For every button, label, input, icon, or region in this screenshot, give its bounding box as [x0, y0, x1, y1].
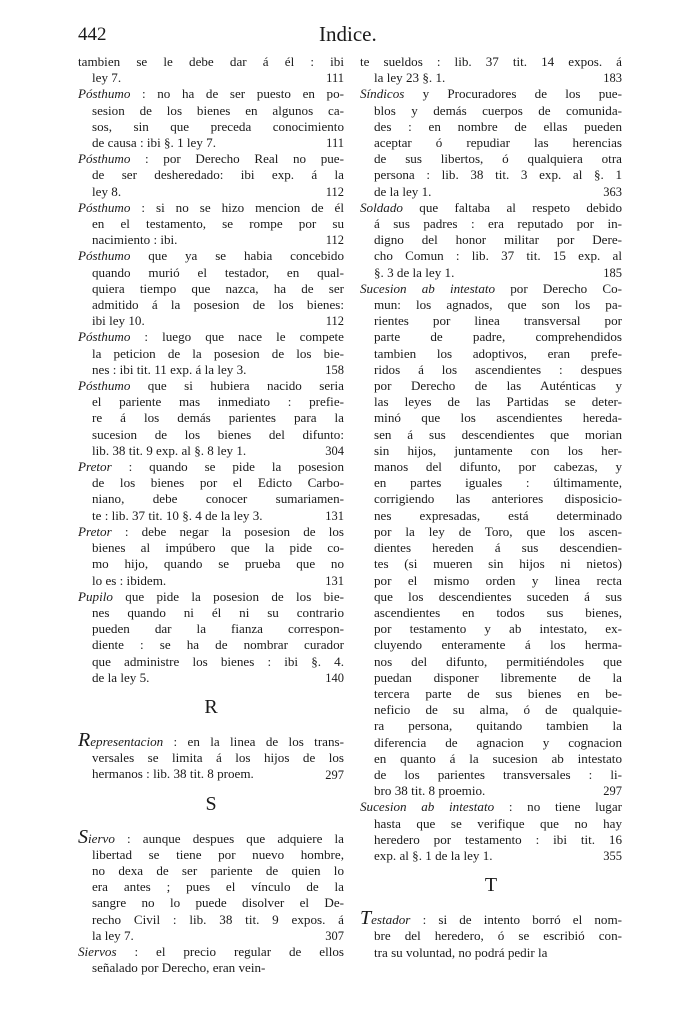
page-reference: 297 [603, 784, 622, 799]
entry-initial: T [360, 910, 372, 929]
entry-line: las leyes de las Partidas se deter- [374, 394, 622, 410]
entry-line [78, 86, 344, 102]
entry-line: neficio de su alma, ó de qualquie- [374, 702, 622, 718]
entry-line: mo hijo, quando se prueba que no [92, 556, 344, 572]
entry-line: la ley 7. [92, 927, 134, 943]
entry-text: que si hubiera nacido seria [147, 378, 344, 394]
entry-line: manos del difunto, por cabezas, y [374, 459, 622, 475]
index-entry [78, 248, 344, 329]
entry-line [78, 589, 344, 605]
entry-headword: epresentacion [90, 733, 164, 749]
section-letter: R [204, 695, 218, 718]
index-entry [78, 589, 344, 686]
section-letter: S [205, 792, 217, 815]
entry-line: niano, debe conocer sumariamen- [92, 491, 344, 507]
index-entry [78, 732, 344, 783]
entry-text: : no tiene lugar [508, 799, 622, 815]
entry-headword: Soldado [360, 199, 403, 215]
entry-line: á sus padres : era reputado por in- [374, 216, 622, 232]
entry-line: digno del honor militar por Dere- [374, 232, 622, 248]
entry-text: y Procuradores de los pue- [422, 86, 622, 102]
entry-line: por la ley de Toro, que los ascen- [374, 523, 622, 539]
entry-text: te sueldos : lib. 37 tit. 14 expos. á [360, 54, 622, 69]
entry-text: : debe negar la posesion de los [124, 523, 344, 539]
entry-line: §. 3 de la ley 1. [374, 264, 455, 280]
entry-line: sucesion de los bienes del difunto: [92, 426, 344, 442]
entry-line [78, 54, 344, 70]
entry-line: cho Comun : lib. 37 tit. 15 exp. al [374, 248, 622, 264]
entry-line: no dexa de ser pariente de quien lo [92, 862, 344, 878]
page-reference: 307 [325, 928, 344, 943]
entry-line: quando murió el testador, en qual- [92, 264, 344, 280]
page-reference: 297 [325, 767, 344, 782]
entry-line: pueden dar la fianza correspon- [92, 621, 344, 637]
index-entry [360, 910, 622, 961]
index-entry [78, 944, 344, 976]
entry-line: bienes al impúbero que la pide co- [92, 540, 344, 556]
entry-line: quiera tiempo que nazca, ha de ser [92, 280, 344, 296]
entry-line: te : lib. 37 tit. 10 §. 4 de la ley 3. [92, 507, 263, 523]
page-reference: 111 [326, 136, 344, 151]
index-entry [78, 459, 344, 524]
entry-headword: Pósthumo [78, 248, 131, 264]
entry-headword: Pósthumo [78, 329, 131, 345]
entry-headword: iervo [88, 830, 115, 846]
entry-line [78, 732, 344, 750]
entry-line: versales se limita á los hijos de los [92, 750, 344, 766]
entry-line: de los bienes por el Edicto Carbo- [92, 475, 344, 491]
entry-line [78, 829, 344, 847]
entry-line: des : en nombre de ellas pueden [374, 118, 622, 134]
index-entry [78, 54, 344, 86]
page-number: 442 [78, 24, 107, 45]
entry-line: en el testamento, se rompe por su [92, 216, 344, 232]
entry-line: por el mismo orden y linea recta [374, 572, 622, 588]
entry-headword: Pretor [78, 523, 112, 539]
entry-line: señalado por Derecho, eran vein- [92, 960, 266, 976]
index-entry [78, 200, 344, 249]
entry-line: la peticion de la posesion de los bie- [92, 345, 344, 361]
page-reference: 112 [325, 184, 344, 199]
entry-line: libertad se tiene por nuevo hombre, [92, 846, 344, 862]
entry-line: dientes hereden á sus descendien- [374, 540, 622, 556]
entry-line: sen á sus descendientes que morian [374, 426, 622, 442]
entry-line: cluyendo enteramente á los herma- [374, 637, 622, 653]
entry-text: que ya se habia concebido [148, 248, 344, 264]
entry-line: de ser desheredado: ibi exp. á la [92, 167, 344, 183]
page-reference: 304 [325, 444, 344, 459]
entry-line [78, 378, 344, 394]
entry-line [78, 459, 344, 475]
index-entry [360, 54, 622, 86]
entry-line [360, 86, 622, 102]
entry-line: mun: los agnados, que son los pa- [374, 297, 622, 313]
index-entry [78, 829, 344, 944]
entry-headword: Sucesion ab intestato [360, 280, 496, 296]
index-entry [360, 281, 622, 800]
entry-text: por Derecho Co- [510, 280, 622, 296]
page-reference: 185 [603, 265, 622, 280]
entry-line: rientes por linea transversal por [374, 313, 622, 329]
entry-headword: estador [371, 912, 411, 928]
index-column-right [360, 54, 622, 961]
entry-headword: Sucesion ab intestato [360, 799, 495, 815]
entry-line: hermanos : lib. 38 tit. 8 proem. [92, 766, 254, 782]
section-letter: T [484, 874, 498, 897]
entry-headword: Pósthumo [78, 199, 131, 215]
entry-initial: S [78, 828, 88, 847]
page-reference: 158 [325, 363, 344, 378]
entry-line: sangre no lo puede disolver el De- [92, 895, 344, 911]
entry-line: sesion de los bienes en algunos ca- [92, 102, 344, 118]
index-entry [78, 378, 344, 459]
entry-headword: Pupilo [78, 588, 113, 604]
index-entry [360, 799, 622, 864]
entry-text: que pide la posesion de los bie- [125, 588, 344, 604]
entry-line: nes : ibi tit. 11 exp. á la ley 3. [92, 361, 247, 377]
page-reference: 355 [603, 849, 622, 864]
entry-line [78, 524, 344, 540]
entry-line: sin hijos, juntamente con los her- [374, 442, 622, 458]
entry-line [360, 799, 622, 815]
entry-text: : el precio regular de ellos [134, 943, 344, 959]
page-reference: 112 [325, 233, 344, 248]
entry-line [78, 248, 344, 264]
entry-line: blos y demás cuerpos de comunida- [374, 102, 622, 118]
entry-line [78, 200, 344, 216]
page-reference: 131 [325, 573, 344, 588]
entry-headword: Síndicos [360, 86, 405, 102]
entry-line: de sus libertos, ó qualquiera otra [374, 151, 622, 167]
entry-line: ridos á los ascendientes : despues [374, 361, 622, 377]
entry-line: heredero por testamento : ibi tit. 16 [374, 831, 622, 847]
entry-line: tes (si mueren sin hijos ni nietos) [374, 556, 622, 572]
entry-headword: Pósthumo [78, 151, 131, 167]
entry-line: hasta que se verifique que no hay [374, 815, 622, 831]
entry-line: que los descendientes suceden á sus [374, 588, 622, 604]
entry-line: que administre los bienes : ibi §. 4. [92, 653, 344, 669]
page-reference: 112 [325, 314, 344, 329]
entry-line [78, 944, 344, 960]
entry-line: lib. 38 tit. 9 exp. al §. 8 ley 1. [92, 442, 247, 458]
entry-line: ascendientes en todos sus bienes, [374, 604, 622, 620]
entry-line [78, 151, 344, 167]
entry-headword: Siervos [78, 943, 117, 959]
entry-text: : por Derecho Real no pue- [145, 151, 344, 167]
entry-line [360, 54, 622, 70]
entry-line: bre del heredero, ó se escribió con- [374, 928, 622, 944]
entry-line: diferencia de agnacion y cognacion [374, 734, 622, 750]
entry-line: sos, sin que preceda conocimiento [92, 118, 344, 134]
index-entry [78, 329, 344, 378]
entry-line [360, 200, 622, 216]
entry-line: ley 7. [92, 70, 122, 86]
entry-line: ibi ley 10. [92, 313, 145, 329]
entry-line: bro 38 tit. 8 proemio. [374, 783, 486, 799]
entry-line [360, 281, 622, 297]
entry-headword: Pósthumo [78, 378, 131, 394]
entry-line: lo es : ibidem. [92, 572, 167, 588]
page-reference: 131 [325, 508, 344, 523]
entry-headword: Pretor [78, 459, 112, 475]
entry-text: que faltaba al respeto debido [419, 199, 622, 215]
entry-line: ra persona, quitando tambien la [374, 718, 622, 734]
entry-line: admitido á la posesion de los bienes: [92, 297, 344, 313]
entry-line: nes quando ni él ni su contrario [92, 604, 344, 620]
entry-line: re á los demás parientes para la [92, 410, 344, 426]
entry-line: nacimiento : ibi. [92, 232, 178, 248]
entry-line: por Derecho de las Auténticas y [374, 378, 622, 394]
entry-line: minó que los ascendientes hereda- [374, 410, 622, 426]
entry-line: en partes iguales : últimamente, [374, 475, 622, 491]
page-reference: 183 [603, 71, 622, 86]
entry-line: diente : se ha de nombrar curador [92, 637, 344, 653]
index-entry [78, 151, 344, 200]
entry-initial: R [78, 731, 91, 751]
entry-line: por testamento y ab intestato, ex- [374, 621, 622, 637]
entry-line [360, 910, 622, 928]
entry-text: : si no se hizo mencion de él [141, 199, 344, 215]
entry-text: : aunque despues que adquiere la [127, 830, 344, 846]
index-entry [360, 200, 622, 281]
index-entry [78, 86, 344, 151]
entry-line: tambien los adoptivos, eran prefe- [374, 345, 622, 361]
entry-line: persona : lib. 38 tit. 3 exp. al §. 1 [374, 167, 622, 183]
page-reference: 363 [603, 184, 622, 199]
entry-text: tambien se le debe dar á él : ibi [78, 54, 344, 69]
entry-line: de causa : ibi §. 1 ley 7. [92, 135, 216, 151]
entry-line: corrigiendo las anteriores disposicio- [374, 491, 622, 507]
entry-text: : no ha de ser puesto en po- [142, 86, 344, 102]
entry-line: ley 8. [92, 183, 122, 199]
entry-line: la ley 23 §. 1. [374, 70, 446, 86]
entry-line: aceptar ó repudiar las herencias [374, 135, 622, 151]
entry-text: : luego que nace le compete [144, 329, 344, 345]
entry-line: tra su voluntad, no podrá pedir la [374, 944, 548, 960]
page-reference: 111 [326, 71, 344, 86]
entry-line: nes expresadas, está determinado [374, 507, 622, 523]
entry-line: de la ley 5. [92, 669, 150, 685]
entry-line: de los parientes transversales : li- [374, 766, 622, 782]
index-entry [360, 86, 622, 199]
entry-line: exp. al §. 1 de la ley 1. [374, 847, 493, 863]
running-head-title: Indice. [319, 22, 377, 46]
entry-line: puedan disponer libremente de la [374, 669, 622, 685]
entry-line: parte de padre, comprehendidos [374, 329, 622, 345]
entry-line: nos del difunto, permitiéndoles que [374, 653, 622, 669]
entry-line: era antes ; pues el vínculo de la [92, 879, 344, 895]
entry-headword: Pósthumo [78, 86, 131, 102]
index-entry [78, 524, 344, 589]
index-column-left [78, 54, 344, 976]
entry-line: de la ley 1. [374, 183, 432, 199]
page-reference: 140 [325, 670, 344, 685]
entry-text: : quando se pide la posesion [128, 459, 344, 475]
entry-line: tercera parte de sus bienes en be- [374, 685, 622, 701]
entry-line: en quanto á la sucesion ab intestato [374, 750, 622, 766]
entry-line: recho Civil : lib. 38 tit. 9 expos. á [92, 911, 344, 927]
entry-text: : en la linea de los trans- [173, 733, 344, 749]
entry-text: : si de intento borró el nom- [422, 912, 622, 928]
entry-line [78, 329, 344, 345]
entry-line: el pariente mas inmediato : prefie- [92, 394, 344, 410]
